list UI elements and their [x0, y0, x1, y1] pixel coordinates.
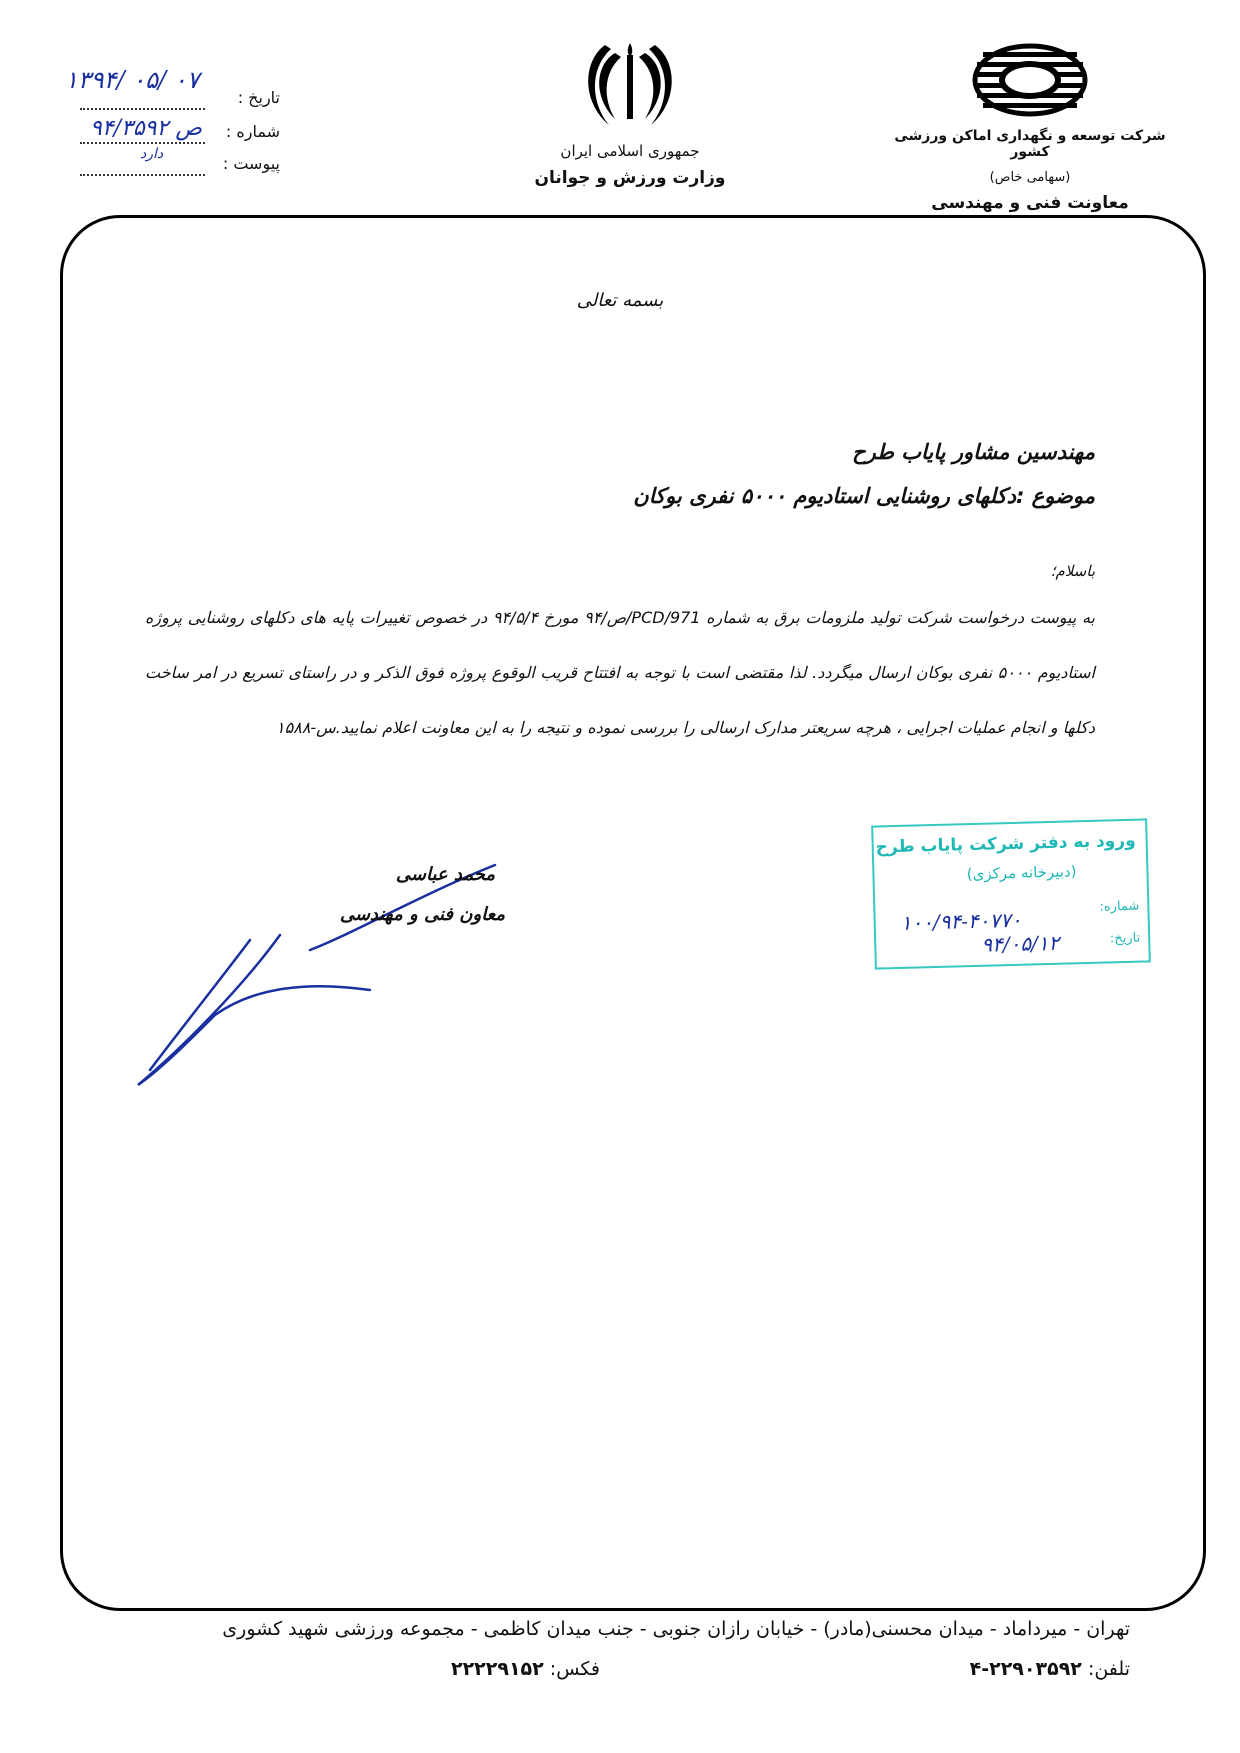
company-name: شرکت توسعه و نگهداری اماکن ورزشی کشور — [894, 128, 1166, 160]
attachment-value: دارد — [140, 146, 164, 162]
signer-title: معاون فنی و مهندسی — [339, 904, 505, 925]
iran-emblem-icon — [575, 35, 685, 130]
government-header — [480, 35, 780, 188]
subject: موضوع :دکلهای روشنایی استادیوم ۵۰۰۰ نفری بوکان — [633, 484, 1095, 508]
footer-fax — [451, 1658, 600, 1680]
country-name: جمهوری اسلامی ایران — [560, 142, 700, 160]
footer-phone — [970, 1658, 1130, 1680]
greeting: باسلام؛ — [1050, 562, 1095, 580]
attachment-label: پیوست : — [222, 154, 280, 173]
letter-body: به پیوست درخواست شرکت تولید ملزومات برق به شماره PCD/971/ص/۹۴ مورخ ۹۴/۵/۴ در خصوص تغییرات پایه های دکلهای روشنایی پروژه استادیوم ۵۰۰۰ نفری بوکان ارسال میگردد. لذا مقتضی است با توجه به افتتاح قریب الوقوع پروژه فوق الذکر و در راستای تسریع در امر ساخت دکلها و انجام عملیات اجرایی ، هرچه سریعتر مدارک ارسالی را بررسی نموده و نتیجه را به این معاونت اعلام نمایید.س-۱۵۸۸ — [145, 608, 1096, 737]
date-row — [30, 66, 280, 118]
company-department: معاونت فنی و مهندسی — [931, 193, 1129, 213]
phone-value: ۲۲۹۰۳۵۹۲-۴ — [969, 1658, 1082, 1680]
recipient: مهندسین مشاور پایاب طرح — [852, 440, 1095, 464]
letter-meta — [30, 66, 280, 190]
company-logo — [965, 40, 1095, 120]
company-header — [880, 40, 1180, 213]
receipt-stamp — [871, 818, 1151, 969]
stamp-number-label: شماره: — [1099, 898, 1140, 915]
number-value: ۹۴/۳۵۹۲ ص — [90, 116, 202, 141]
bismillah: بسمه تعالی — [576, 290, 664, 311]
number-dotted-line — [80, 142, 205, 144]
fax-value: ۲۲۲۲۹۱۵۲ — [450, 1658, 544, 1680]
stamp-date-value: ۹۴/۰۵/۱۲ — [981, 930, 1060, 957]
stamp-number-value: ۱۰۰/۹۴-۴۰۷۷۰ — [900, 907, 1022, 935]
attachment-row — [30, 146, 280, 184]
company-legal-type: (سهامی خاص) — [989, 170, 1071, 185]
stamp-subtitle: (دبیرخانه مرکزی) — [966, 862, 1077, 884]
stamp-date-label: تاریخ: — [1109, 930, 1141, 947]
footer-address: تهران - میرداماد - میدان محسنی(مادر) - خیابان رازان جنوبی - جنب میدان کاظمی - مجموعه ورزشی شهید کشوری — [222, 1618, 1130, 1640]
attachment-dotted-line — [80, 174, 205, 176]
date-value: ۱۳۹۴/ ۰۵/ ۰۷ — [65, 66, 200, 94]
fax-label: فکس: — [549, 1658, 600, 1680]
phone-label: تلفن: — [1087, 1658, 1130, 1680]
stamp-title: ورود به دفتر شرکت پایاب طرح — [875, 830, 1136, 858]
number-label: شماره : — [225, 122, 280, 141]
ministry-name: وزارت ورزش و جوانان — [534, 168, 726, 188]
date-label: تاریخ : — [237, 88, 280, 107]
date-dotted-line — [80, 108, 205, 110]
signer-name: محمد عباسی — [395, 864, 495, 885]
